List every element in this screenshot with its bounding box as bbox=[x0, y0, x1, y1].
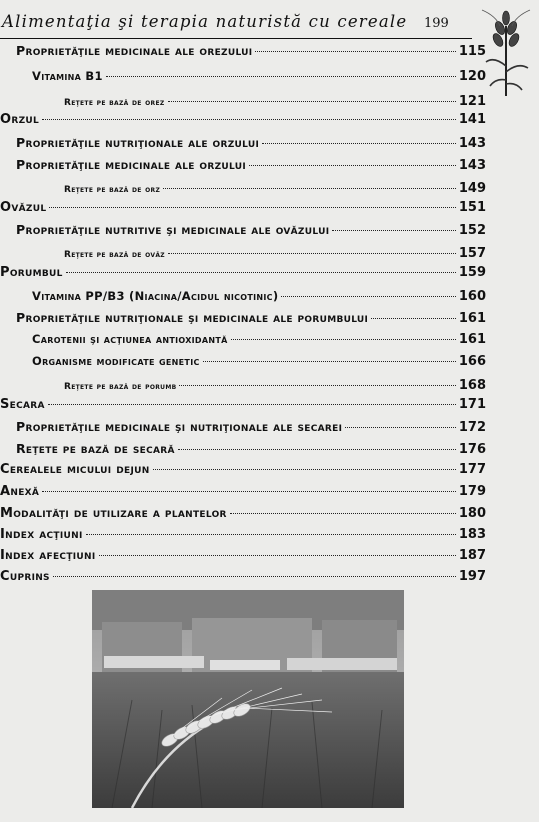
toc-entry-title: Index acţiuni bbox=[0, 527, 83, 542]
toc-entry[interactable] bbox=[0, 527, 486, 542]
leader-dots bbox=[281, 296, 455, 297]
toc-entry-title: Ovăzul bbox=[0, 200, 47, 215]
leader-dots bbox=[168, 101, 456, 102]
toc-entry-page: 151 bbox=[458, 200, 486, 215]
toc-entry-page: 179 bbox=[458, 484, 486, 499]
toc-entry-page: 176 bbox=[458, 442, 486, 457]
toc-entry[interactable] bbox=[32, 354, 486, 369]
toc-entry-page: 157 bbox=[458, 246, 486, 261]
toc-entry-page: 161 bbox=[458, 332, 486, 347]
toc-entry-title: Reţete pe bază de orz bbox=[64, 185, 161, 195]
toc-entry-page: 180 bbox=[458, 506, 486, 521]
toc-entry-page: 115 bbox=[458, 44, 486, 59]
toc-entry[interactable] bbox=[64, 181, 486, 196]
toc-entry-page: 143 bbox=[458, 136, 486, 151]
toc-entry[interactable] bbox=[16, 157, 486, 173]
leader-dots bbox=[371, 318, 456, 319]
toc-entry-page: 121 bbox=[458, 94, 486, 109]
toc-entry-title: Vitamina PP/B3 (Niacina/Acidul nicotinic) bbox=[32, 289, 279, 303]
leader-dots bbox=[168, 253, 456, 254]
toc-entry[interactable] bbox=[64, 246, 486, 261]
toc-entry-title: Proprietăţile medicinale şi nutriţionale ale secarei bbox=[16, 419, 343, 434]
leader-dots bbox=[345, 427, 456, 428]
leader-dots bbox=[66, 272, 456, 273]
leader-dots bbox=[53, 576, 456, 577]
toc-entry[interactable] bbox=[64, 378, 486, 393]
toc-entry[interactable] bbox=[32, 332, 486, 347]
toc-entry-title: Index afecţiuni bbox=[0, 548, 96, 563]
leader-dots bbox=[163, 188, 456, 189]
toc-entry-page: 161 bbox=[458, 311, 486, 326]
toc-entry-title: Organisme modificate genetic bbox=[32, 354, 200, 368]
toc-entry[interactable] bbox=[16, 135, 486, 151]
toc-entry-title: Anexă bbox=[0, 484, 40, 499]
toc-entry[interactable] bbox=[0, 506, 486, 521]
toc-entry-page: 143 bbox=[458, 158, 486, 173]
leader-dots bbox=[332, 230, 456, 231]
leader-dots bbox=[49, 207, 456, 208]
toc-entry-page: 149 bbox=[458, 181, 486, 196]
wheat-field-photo bbox=[92, 590, 404, 808]
toc-entry[interactable] bbox=[0, 569, 486, 584]
toc-entry-title: Reţete pe bază de porumb bbox=[64, 382, 177, 392]
toc-entry[interactable] bbox=[16, 441, 486, 457]
leader-dots bbox=[262, 143, 456, 144]
toc-entry-page: 172 bbox=[458, 420, 486, 435]
leader-dots bbox=[42, 119, 456, 120]
toc-entry[interactable] bbox=[16, 43, 486, 59]
book-title: Alimentaţia şi terapia naturistă cu cereale bbox=[2, 12, 408, 31]
leader-dots bbox=[99, 555, 456, 556]
toc-entry[interactable] bbox=[0, 200, 486, 215]
toc-entry-page: 120 bbox=[458, 69, 486, 84]
toc-entry-title: Carotenii şi acţiunea antioxidantă bbox=[32, 332, 228, 346]
leader-dots bbox=[106, 76, 456, 77]
leader-dots bbox=[231, 339, 456, 340]
leader-dots bbox=[178, 449, 456, 450]
toc-entry[interactable] bbox=[16, 310, 486, 326]
leader-dots bbox=[249, 165, 456, 166]
toc-entry-title: Porumbul bbox=[0, 265, 63, 280]
toc-entry-title: Cerealele micului dejun bbox=[0, 462, 150, 477]
leader-dots bbox=[179, 385, 455, 386]
toc-entry[interactable] bbox=[0, 265, 486, 280]
toc-entry-title: Reţete pe bază de orez bbox=[64, 98, 165, 108]
page-number: 199 bbox=[424, 16, 449, 31]
wheat-field-illustration bbox=[92, 590, 404, 808]
toc-entry-title: Reţete pe bază de secară bbox=[16, 441, 175, 456]
leader-dots bbox=[42, 491, 456, 492]
toc-entry-title: Proprietăţile nutritive şi medicinale ale ovăzului bbox=[16, 222, 330, 237]
leader-dots bbox=[255, 51, 455, 52]
toc-entry[interactable] bbox=[0, 397, 486, 412]
leader-dots bbox=[203, 361, 456, 362]
toc-entry-page: 187 bbox=[458, 548, 486, 563]
leader-dots bbox=[230, 513, 456, 514]
toc-entry-page: 152 bbox=[458, 223, 486, 238]
toc-entry-title: Secara bbox=[0, 397, 45, 412]
toc-entry[interactable] bbox=[32, 289, 486, 304]
leader-dots bbox=[153, 469, 456, 470]
toc-entry-title: Proprietăţile medicinale ale orzului bbox=[16, 157, 246, 172]
toc-entry-title: Modalităţi de utilizare a plantelor bbox=[0, 506, 227, 521]
toc-entry-title: Reţete pe bază de ovăz bbox=[64, 250, 165, 260]
toc-entry-title: Cuprins bbox=[0, 569, 50, 584]
toc-entry[interactable] bbox=[0, 548, 486, 563]
toc-entry-page: 183 bbox=[458, 527, 486, 542]
toc-entry-page: 166 bbox=[458, 354, 486, 369]
toc-entry-page: 171 bbox=[458, 397, 486, 412]
leader-dots bbox=[48, 404, 456, 405]
toc-entry-page: 177 bbox=[458, 462, 486, 477]
toc-entry-title: Vitamina B1 bbox=[32, 69, 103, 83]
toc-entry[interactable] bbox=[0, 484, 486, 499]
toc-entry-page: 168 bbox=[458, 378, 486, 393]
toc-entry[interactable] bbox=[64, 94, 486, 109]
toc-entry[interactable] bbox=[16, 419, 486, 435]
leader-dots bbox=[86, 534, 456, 535]
toc-entry-title: Proprietăţile nutriţionale ale orzului bbox=[16, 135, 260, 150]
toc-entry-page: 160 bbox=[458, 289, 486, 304]
toc-entry-page: 159 bbox=[458, 265, 486, 280]
toc-entry-title: Orzul bbox=[0, 112, 40, 127]
toc-entry-page: 197 bbox=[458, 569, 486, 584]
toc-entry-title: Proprietăţile nutriţionale şi medicinale ale porumbului bbox=[16, 310, 369, 325]
toc-entry[interactable] bbox=[0, 462, 486, 477]
toc-entry-page: 141 bbox=[458, 112, 486, 127]
toc-entry[interactable] bbox=[32, 69, 486, 84]
toc-entry-title: Proprietăţile medicinale ale orezului bbox=[16, 43, 253, 58]
toc-entry[interactable] bbox=[16, 222, 486, 238]
toc-entry[interactable] bbox=[0, 112, 486, 127]
